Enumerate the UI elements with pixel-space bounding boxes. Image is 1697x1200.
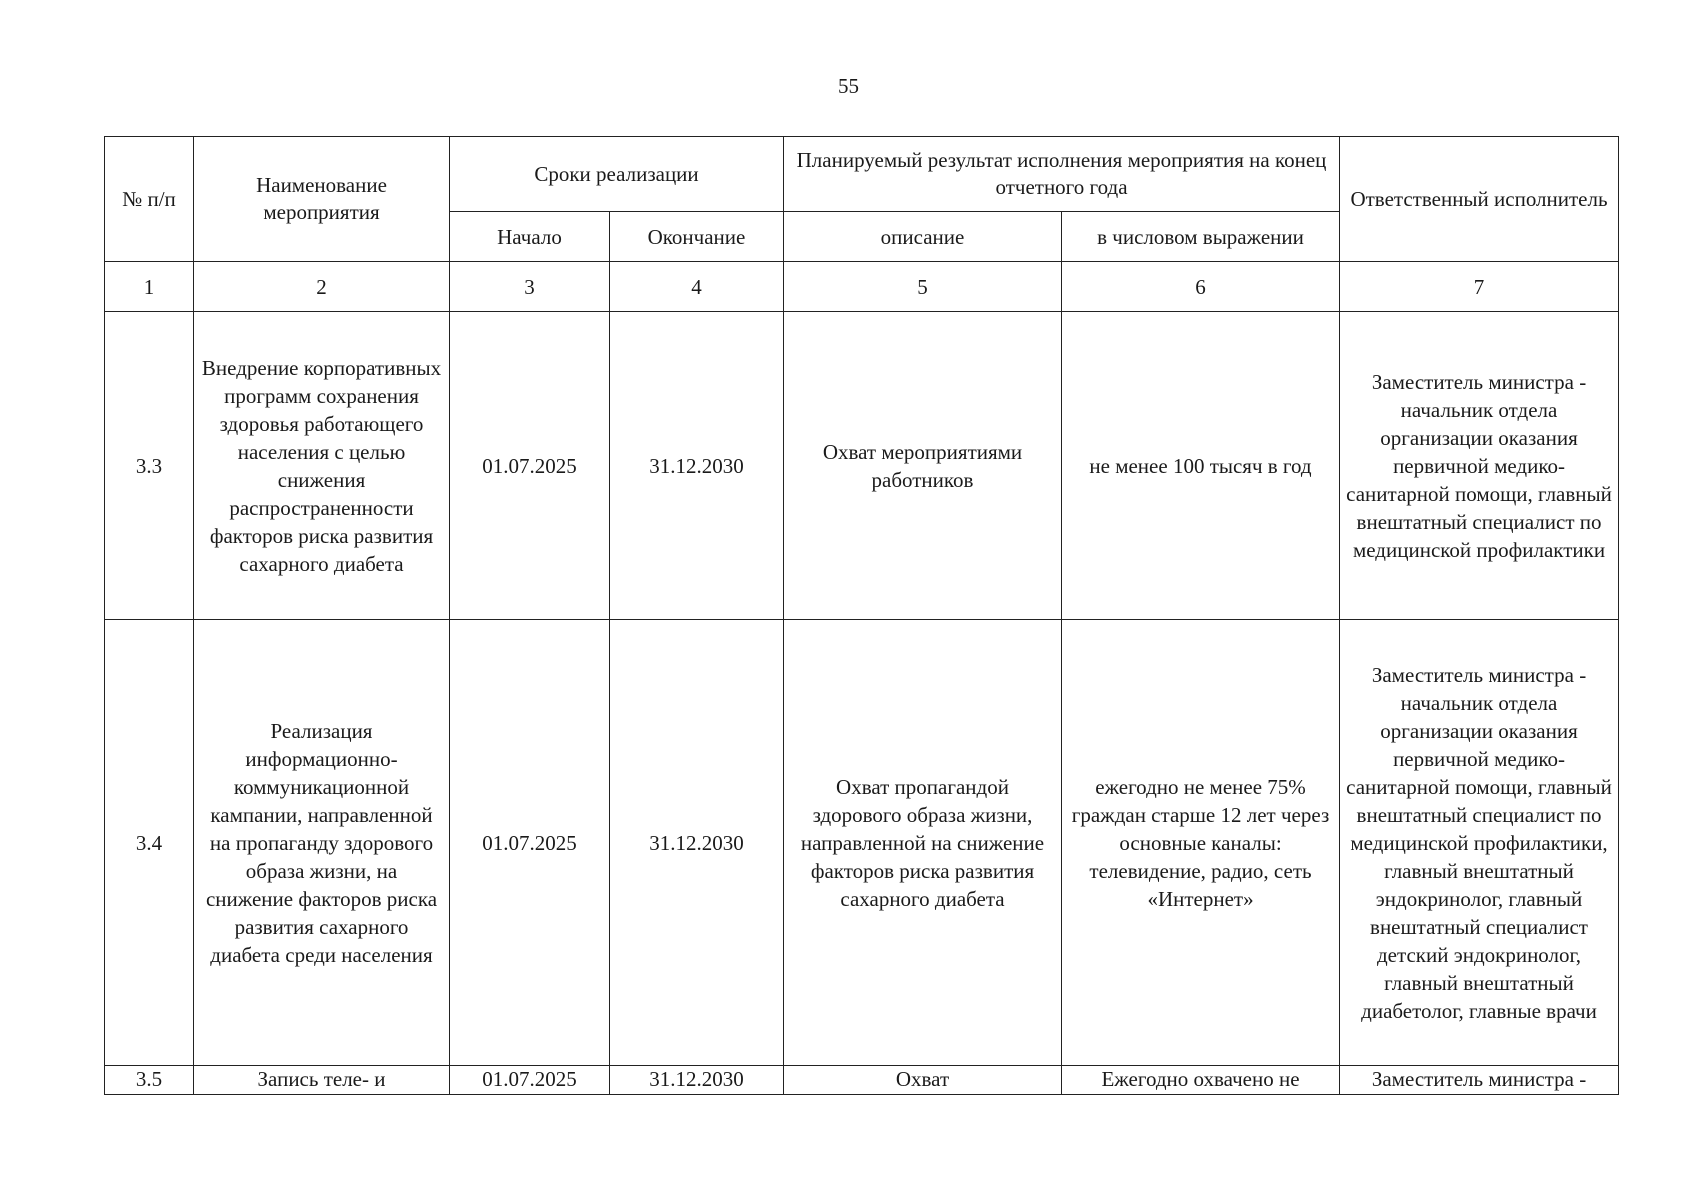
table-row [105, 1066, 1619, 1095]
responsible-executor: Заместитель министра - начальник отдела организации оказания первичной медико-санитарной помощи, главный внештатный специалист по медицинской профилактики [1340, 312, 1619, 620]
header-description: описание [784, 212, 1062, 262]
column-number: 1 [105, 262, 194, 312]
start-date: 01.07.2025 [450, 620, 610, 1066]
table-row [105, 312, 1619, 620]
result-description: Охват мероприятиями работников [784, 312, 1062, 620]
header-result: Планируемый результат исполнения мероприятия на конец отчетного года [784, 137, 1340, 212]
start-date: 01.07.2025 [450, 1066, 610, 1095]
column-number: 3 [450, 262, 610, 312]
start-date: 01.07.2025 [450, 312, 610, 620]
page-number: 55 [838, 74, 859, 98]
end-date: 31.12.2030 [610, 312, 784, 620]
activities-table [104, 136, 1619, 1095]
result-value: Ежегодно охвачено не [1062, 1066, 1340, 1095]
result-value: ежегодно не менее 75% граждан старше 12 лет через основные каналы: телевидение, радио, сеть «Интернет» [1062, 620, 1340, 1066]
responsible-executor: Заместитель министра - [1340, 1066, 1619, 1095]
header-number: № п/п [105, 137, 194, 262]
row-number: 3.5 [105, 1066, 194, 1095]
header-terms: Сроки реализации [450, 137, 784, 212]
header-name: Наименование мероприятия [194, 137, 450, 262]
end-date: 31.12.2030 [610, 1066, 784, 1095]
column-numbers-row [105, 262, 1619, 312]
activity-name: Реализация информационно-коммуникационной кампании, направленной на пропаганду здорового образа жизни, на снижение факторов риска развития сахарного диабета среди населения [194, 620, 450, 1066]
header-row-1 [105, 137, 1619, 212]
column-number: 2 [194, 262, 450, 312]
column-number: 5 [784, 262, 1062, 312]
result-description: Охват [784, 1066, 1062, 1095]
header-start: Начало [450, 212, 610, 262]
column-number: 4 [610, 262, 784, 312]
header-responsible: Ответственный исполнитель [1340, 137, 1619, 262]
responsible-executor: Заместитель министра - начальник отдела организации оказания первичной медико-санитарной помощи, главный внештатный специалист по медицинской профилактики, главный внештатный эндокринолог, главный внештатный специалист детский эндокринолог, главный внештатный диабетолог, главные врачи [1340, 620, 1619, 1066]
table-row [105, 620, 1619, 1066]
result-description: Охват пропагандой здорового образа жизни, направленной на снижение факторов риска развития сахарного диабета [784, 620, 1062, 1066]
row-number: 3.4 [105, 620, 194, 1066]
header-end: Окончание [610, 212, 784, 262]
row-number: 3.3 [105, 312, 194, 620]
end-date: 31.12.2030 [610, 620, 784, 1066]
column-number: 7 [1340, 262, 1619, 312]
header-value: в числовом выражении [1062, 212, 1340, 262]
activity-name: Внедрение корпоративных программ сохранения здоровья работающего населения с целью снижения распространенности факторов риска развития сахарного диабета [194, 312, 450, 620]
column-number: 6 [1062, 262, 1340, 312]
activity-name: Запись теле- и [194, 1066, 450, 1095]
result-value: не менее 100 тысяч в год [1062, 312, 1340, 620]
